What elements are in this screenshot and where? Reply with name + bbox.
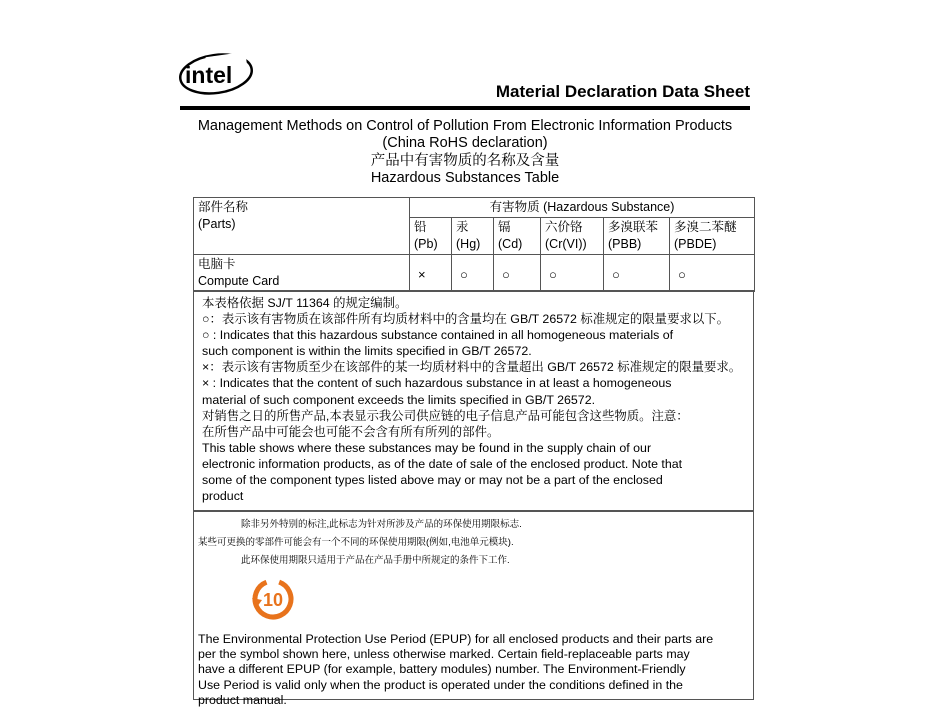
part-name-en: Compute Card	[198, 274, 280, 288]
parts-label-zh: 部件名称	[198, 200, 249, 214]
value-cell: ○	[452, 255, 494, 292]
epup-section	[193, 511, 754, 707]
intel-logo	[176, 50, 256, 100]
note-line: ○：表示该有害物质在该部件所有均质材料中的含量均在 GB/T 26572 标准规定的限量要求以下。	[202, 312, 730, 327]
epup-zh-line-3: 此环保使用期限只适用于产品在产品手册中所规定的条件下工作.	[241, 555, 510, 566]
table-row	[194, 255, 755, 292]
heading-line-2: (China RoHS declaration)	[382, 135, 548, 152]
epup-en-line: per the symbol shown here, unless otherwise marked. Certain field-replaceable parts may	[198, 647, 690, 662]
substance-header: 多溴二苯醚 (PBDE)	[670, 218, 755, 255]
hazardous-substances-table	[193, 197, 755, 292]
note-line: ×：表示该有害物质至少在该部件的某一均质材料中的含量超出 GB/T 26572 标准规定的限量要求。	[202, 360, 742, 375]
epup-en-line: product manual.	[198, 692, 287, 707]
value-cell: ×	[410, 255, 452, 292]
table-header-row	[194, 198, 755, 218]
substance-header: 铅 (Pb)	[410, 218, 452, 255]
heading-line-1: Management Methods on Control of Pollution From Electronic Information Products	[197, 118, 733, 134]
substance-header: 镉 (Cd)	[494, 218, 541, 255]
note-line: electronic information products, as of the date of sale of the enclosed product. Note that	[202, 456, 683, 471]
note-line: × : Indicates that the content of such hazardous substance in at least a homogeneous	[202, 376, 672, 391]
parts-label-en: (Parts)	[198, 217, 236, 231]
value-cell: ○	[670, 255, 755, 292]
note-line: 本表格依据 SJ/T 11364 的规定编制。	[202, 296, 408, 310]
title-divider	[180, 106, 750, 110]
logo-text: intel	[185, 62, 233, 88]
value-cell: ○	[541, 255, 604, 292]
part-name-zh: 电脑卡	[198, 257, 236, 271]
note-line: This table shows where these substances may be found in the supply chain of our	[202, 440, 652, 455]
value-cell: ○	[494, 255, 541, 292]
note-line: material of such component exceeds the limits specified in GB/T 26572.	[202, 392, 596, 407]
epup-10-icon	[250, 576, 296, 622]
heading-line-3: 产品中有害物质的名称及含量	[370, 152, 560, 169]
epup-zh-line-2: 某些可更换的零部件可能会有一个不同的环保使用期限(例如,电池单元模块).	[198, 537, 514, 548]
part-name-cell	[194, 255, 410, 292]
epup-badge-number: 10	[262, 590, 284, 610]
note-line: such component is within the limits specified in GB/T 26572.	[202, 344, 532, 359]
note-line: product	[202, 489, 244, 504]
value-cell: ○	[604, 255, 670, 292]
substance-header: 汞 (Hg)	[452, 218, 494, 255]
substance-header: 六价铬 (Cr(VI))	[541, 218, 604, 255]
note-line: some of the component types listed above may or may not be a part of the enclosed	[202, 473, 663, 488]
note-line: ○ : Indicates that this hazardous substance contained in all homogeneous materials of	[202, 328, 674, 343]
document-title: Material Declaration Data Sheet	[495, 82, 750, 101]
epup-en-line: The Environmental Protection Use Period (EPUP) for all enclosed products and their parts are	[198, 632, 714, 646]
note-line: 对销售之日的所售产品,本表显示我公司供应链的电子信息产品可能包含这些物质。注意：	[202, 408, 689, 423]
epup-en-line: Use Period is valid only when the product is operated under the conditions defined in the	[198, 677, 683, 692]
parts-header-cell	[194, 198, 410, 255]
epup-zh-line-1: 除非另外特别的标注,此标志为针对所涉及产品的环保使用期限标志.	[241, 519, 522, 530]
table-notes	[193, 290, 754, 511]
epup-en-line: have a different EPUP (for example, battery modules) number. The Environment-Friendly	[198, 662, 686, 677]
heading-line-4: Hazardous Substances Table	[370, 169, 560, 186]
note-line: 在所售产品中可能会也可能不会含有所有所列的部件。	[202, 424, 500, 439]
hazard-header-cell: 有害物质 (Hazardous Substance)	[410, 198, 755, 218]
declaration-heading	[180, 118, 750, 187]
substance-header: 多溴联苯 (PBB)	[604, 218, 670, 255]
